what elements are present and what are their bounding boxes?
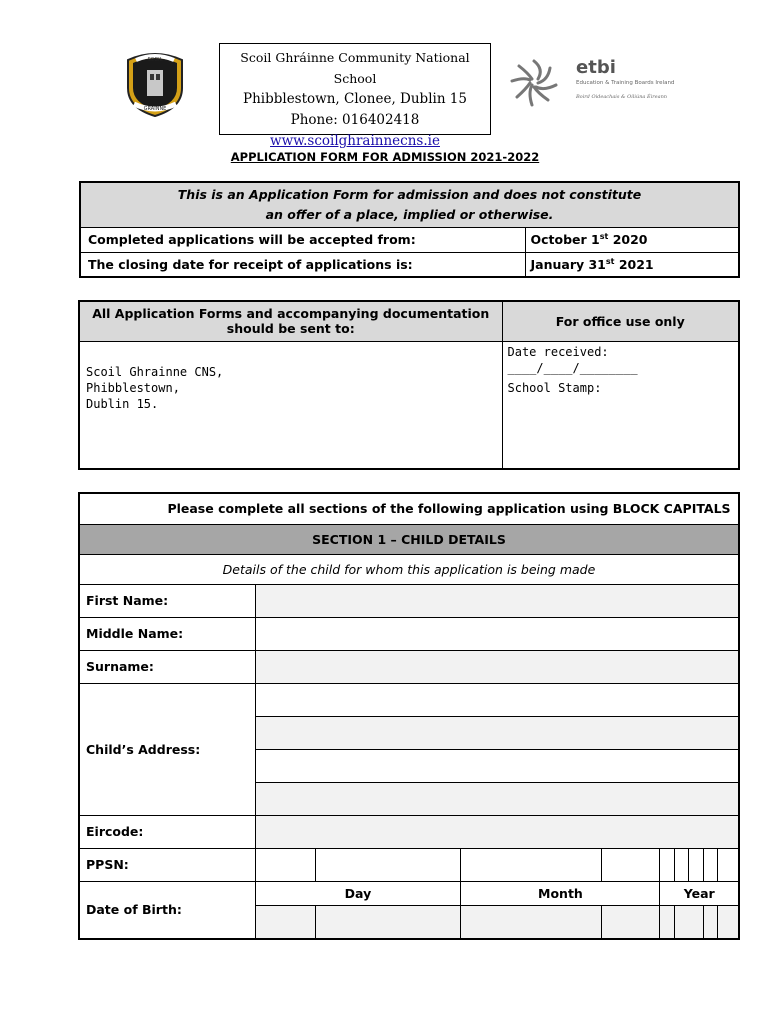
ppsn-char-field[interactable] xyxy=(674,848,688,881)
send-to-table xyxy=(78,300,740,470)
school-phone: Phone: 016402418 xyxy=(290,112,420,128)
address-line-4-field[interactable] xyxy=(255,782,739,815)
open-date-label: Completed applications will be accepted from: xyxy=(80,227,525,252)
section1-title: SECTION 1 – CHILD DETAILS xyxy=(79,524,739,554)
closing-date-value: January 31st 2021 xyxy=(525,252,739,277)
ppsn-char-field[interactable] xyxy=(255,848,315,881)
section1-description: Details of the child for whom this application is being made xyxy=(79,554,739,584)
office-use-heading: For office use only xyxy=(502,301,739,341)
office-use-box: Date received: ____/____/________ School Stamp: xyxy=(502,341,739,469)
form-title: APPLICATION FORM FOR ADMISSION 2021-2022 xyxy=(230,150,540,164)
surname-label: Surname: xyxy=(79,650,255,683)
svg-text:SCOIL: SCOIL xyxy=(147,57,163,63)
school-address: Phibblestown, Clonee, Dublin 15 xyxy=(243,91,467,107)
ppsn-label: PPSN: xyxy=(79,848,255,881)
address-line-2-field[interactable] xyxy=(255,716,739,749)
surname-field[interactable] xyxy=(255,650,739,683)
date-of-birth-label: Date of Birth: xyxy=(79,881,255,939)
school-website-link[interactable]: www.scoilghrainnecns.ie xyxy=(270,133,440,149)
etbi-logo xyxy=(506,53,675,113)
ppsn-char-field[interactable] xyxy=(315,848,461,881)
dob-year-digit-field[interactable] xyxy=(674,905,703,939)
ppsn-char-field[interactable] xyxy=(703,848,717,881)
send-to-heading: All Application Forms and accompanying documentation should be sent to: xyxy=(79,301,502,341)
section1-child-details xyxy=(78,492,740,940)
dob-year-digit-field[interactable] xyxy=(660,905,674,939)
school-header-box xyxy=(219,43,491,149)
dob-month-digit-field[interactable] xyxy=(461,905,602,939)
send-to-address: Scoil Ghrainne CNS, Phibblestown, Dublin 15. xyxy=(79,341,502,469)
admission-disclaimer: This is an Application Form for admission and does not constitute an offer of a place, implied or otherwise. xyxy=(80,182,739,227)
svg-text:GRÁINNE: GRÁINNE xyxy=(143,106,167,112)
svg-text:etbi: etbi xyxy=(576,57,616,78)
middle-name-label: Middle Name: xyxy=(79,617,255,650)
eircode-label: Eircode: xyxy=(79,815,255,848)
dob-day-heading: Day xyxy=(255,881,461,905)
ppsn-char-field[interactable] xyxy=(717,848,739,881)
ppsn-char-field[interactable] xyxy=(602,848,660,881)
closing-date-label: The closing date for receipt of applications is: xyxy=(80,252,525,277)
dob-day-digit-field[interactable] xyxy=(255,905,315,939)
admission-notice-table xyxy=(79,181,740,278)
dob-year-digit-field[interactable] xyxy=(717,905,739,939)
ppsn-char-field[interactable] xyxy=(461,848,602,881)
middle-name-field[interactable] xyxy=(255,617,739,650)
dob-month-digit-field[interactable] xyxy=(602,905,660,939)
address-line-3-field[interactable] xyxy=(255,749,739,782)
ppsn-char-field[interactable] xyxy=(660,848,674,881)
block-capitals-instruction: Please complete all sections of the following application using BLOCK CAPITALS xyxy=(79,493,739,524)
school-name: Scoil Ghráinne Community National School xyxy=(240,50,470,86)
ppsn-char-field[interactable] xyxy=(689,848,703,881)
eircode-field[interactable] xyxy=(255,815,739,848)
childs-address-label: Child’s Address: xyxy=(79,683,255,815)
dob-year-heading: Year xyxy=(660,881,739,905)
first-name-label: First Name: xyxy=(79,584,255,617)
dob-month-heading: Month xyxy=(461,881,660,905)
first-name-field[interactable] xyxy=(255,584,739,617)
school-crest-logo xyxy=(120,48,190,118)
svg-text:Boird Oideachais & Oiliúna Éir: Boird Oideachais & Oiliúna Éireann xyxy=(576,94,668,100)
dob-year-digit-field[interactable] xyxy=(703,905,717,939)
open-date-value: October 1st 2020 xyxy=(525,227,739,252)
dob-day-digit-field[interactable] xyxy=(315,905,461,939)
svg-text:Education & Training Boards Ir: Education & Training Boards Ireland xyxy=(576,80,675,86)
address-line-1-field[interactable] xyxy=(255,683,739,716)
